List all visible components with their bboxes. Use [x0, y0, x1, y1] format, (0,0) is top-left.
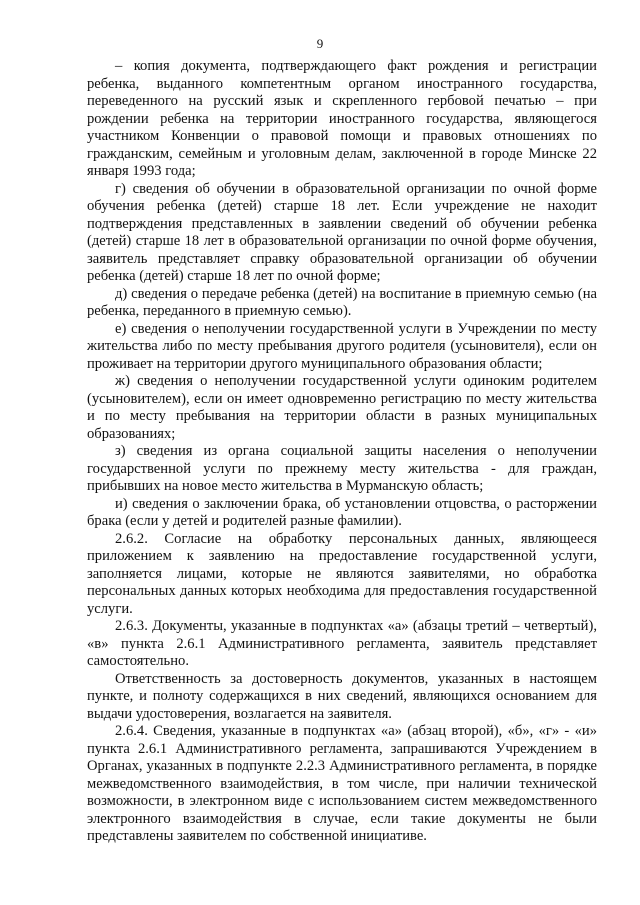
page-number: 9: [316, 36, 324, 51]
paragraph-2-6-3: 2.6.3. Документы, указанные в подпунктах «а» (абзацы третий – четвертый), «в» пункта 2.6.1 Административного регламента, заявитель представляет самостоятельно.: [87, 618, 597, 669]
paragraph-item-i-marriage: и) сведения о заключении брака, об установлении отцовства, о расторжении брака (если у детей и родителей разные фамилии).: [87, 495, 597, 529]
document-body: [87, 58, 597, 846]
paragraph-item-e-other-parent: е) сведения о неполучении государственной услуги в Учреждении по месту жительства либо по месту пребывания другого родителя (усыновителя), если он проживает на территории другого муниципального образования области;: [87, 320, 597, 372]
paragraph-2-6-2: 2.6.2. Согласие на обработку персональных данных, являющееся приложением к заявлению на предоставление государственной услуги, заполняется лицами, которые не являются заявителями, но обработка персональных данных которых необходима для предоставления государственной услуги.: [87, 530, 597, 617]
paragraph-responsibility: Ответственность за достоверность документов, указанных в настоящем пункте, и полноту содержащихся в них сведений, являющихся основанием для выдачи удостоверения, возлагается на заявителя.: [87, 670, 597, 722]
paragraph-birth-document-copy: – копия документа, подтверждающего факт рождения и регистрации ребенка, выданного компетентным органом иностранного государства, переведенного на русский язык и скрепленного гербовой печатью – при рождении ребенка на территории иностранного государства, являющегося участником Конвенции о правовой помощи и правовых отношениях по гражданским, семейным и уголовным делам, заключенной в городе Минске 22 января 1993 года;: [87, 58, 597, 179]
paragraph-item-zh-single-parent: ж) сведения о неполучении государственной услуги одиноким родителем (усыновителем), если он имеет одновременно регистрацию по месту жительства и по месту пребывания на территории области в разных муниципальных образованиях;: [87, 373, 597, 442]
paragraph-item-g-education: г) сведения об обучении в образовательной организации по очной форме обучения ребенка (детей) старше 18 лет. Если учреждение не находит подтверждения представленных в заявлении сведений об обучении ребенка (детей) старше 18 лет в образовательной организации по очной форме обучения, заявитель представляет справку образовательной организации об обучении ребенка (детей) старше 18 лет по очной форме;: [87, 180, 597, 284]
paragraph-2-6-4: 2.6.4. Сведения, указанные в подпунктах «а» (абзац второй), «б», «г» - «и» пункта 2.6.1 Административного регламента, запрашиваются Учреждением в Органах, указанных в подпункте 2.2.3 Административного регламента, в порядке межведомственного взаимодействия, в том числе, при наличии технической возможности, в электронном виде с использованием систем межведомственного электронного взаимодействия в случае, если такие документы не были представлены заявителем по собственной инициативе.: [87, 723, 597, 844]
paragraph-item-d-foster-family: д) сведения о передаче ребенка (детей) на воспитание в приемную семью (на ребенка, переданного в приемную семью).: [87, 285, 597, 319]
paragraph-item-z-social-protection: з) сведения из органа социальной защиты населения о неполучении государственной услуги по прежнему месту жительства - для граждан, прибывших на новое место жительства в Мурманскую область;: [87, 443, 597, 494]
